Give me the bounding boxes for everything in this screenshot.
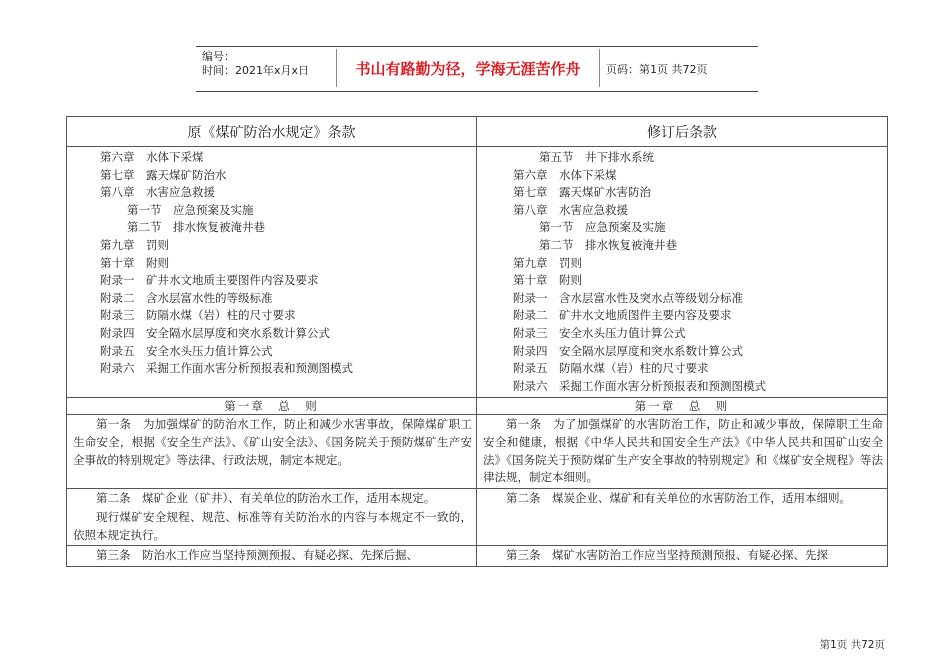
article-2-row [67,488,888,546]
page-footer: 第1页 共72页 [819,639,885,651]
section-heading-revised: 第一章 总 则 [477,398,888,415]
article-3-original: 第三条 防治水工作应当坚持预测预报、有疑必探、先探后掘、 [96,548,418,563]
list-item: 第十章 附则 [100,255,169,270]
list-item: 第一节 应急预案及实施 [127,202,254,217]
article-2-revised: 第二条 煤炭企业、煤矿和有关单位的水害防治工作，适用本细则。 [506,490,851,505]
list-item: 第一节 应急预案及实施 [539,220,666,235]
toc-row [67,147,888,398]
article-2-original: 第二条 煤矿企业（矿井）、有关单位的防治水工作，适用本规定。 [96,490,436,505]
article-1-original: 第一条 为加强煤矿的防治水工作，防止和减少水害事故，保障煤矿职工生命安全，根据《安全生产法》、《矿山安全法》、《国务院关于预防煤矿生产安全事故的特别规定》等法律、行政法规，制定本规定。 [73,417,472,467]
header-meta [202,50,309,78]
section-heading-row [67,398,888,415]
header-motto: 书山有路勤为径，学海无涯苦作舟 [336,49,600,87]
list-item: 第二节 排水恢复被淹井巷 [127,220,265,235]
list-item: 第九章 罚则 [513,255,582,270]
col-revised-title: 修订后条款 [477,117,888,147]
list-item: 附录六 采掘工作面水害分析预报表和预测图模式 [100,361,353,376]
comparison-table [66,116,888,567]
revised-toc-list [477,147,887,397]
article-3-revised: 第三条 煤矿水害防治工作应当坚持预测预报、有疑必探、先探 [506,548,828,563]
list-item: 第二节 排水恢复被淹井巷 [539,237,677,252]
article-3-row [67,546,888,567]
list-item: 第九章 罚则 [100,237,169,252]
list-item: 第五节 井下排水系统 [539,150,654,164]
page-header [196,46,758,92]
header-page-info: 页码：第1页 共72页 [606,63,708,76]
list-item: 第八章 水害应急救援 [100,185,215,200]
list-item: 附录四 安全隔水层厚度和突水系数计算公式 [513,343,743,358]
section-heading-original: 第一章 总 则 [67,398,477,415]
list-item: 第六章 水体下采煤 [513,167,617,182]
table-header-row [67,117,888,147]
original-toc-list [67,147,476,380]
list-item: 附录一 含水层富水性及突水点等级划分标准 [513,290,743,305]
list-item: 附录二 含水层富水性的等级标准 [100,290,273,305]
doc-time-label: 时间：2021年x月x日 [202,64,310,77]
list-item: 第十章 附则 [513,273,582,288]
col-original-title: 原《煤矿防治水规定》条款 [67,117,477,147]
doc-code-label: 编号： [202,50,235,63]
list-item: 第六章 水体下采煤 [100,150,204,164]
list-item: 第八章 水害应急救援 [513,202,628,217]
list-item: 附录五 防隔水煤（岩）柱的尺寸要求 [513,361,709,376]
list-item: 附录一 矿井水文地质主要图件内容及要求 [100,273,319,288]
list-item: 附录六 采掘工作面水害分析预报表和预测图模式 [513,378,766,393]
list-item: 第七章 露天煤矿水害防治 [513,185,651,200]
list-item: 附录五 安全水头压力值计算公式 [100,343,273,358]
article-2-original-note: 现行煤矿安全规程、规范、标准等有关防治水的内容与本规定不一致的，依照本规定执行。 [73,510,472,542]
list-item: 附录四 安全隔水层厚度和突水系数计算公式 [100,325,330,340]
article-1-revised: 第一条 为了加强煤矿的水害防治工作，防止和减少事故，保障职工生命安全和健康，根据《中华人民共和国安全生产法》《中华人民共和国矿山安全法》《国务院关于预防煤矿生产安全事故的特别规定》和《煤矿安全规程》等法律法规，制定本细则。 [483,417,883,485]
list-item: 附录二 矿井水文地质图件主要内容及要求 [513,308,732,323]
list-item: 第七章 露天煤矿防治水 [100,167,227,182]
article-1-row [67,415,888,488]
list-item: 附录三 防隔水煤（岩）柱的尺寸要求 [100,308,296,323]
list-item: 附录三 安全水头压力值计算公式 [513,325,686,340]
